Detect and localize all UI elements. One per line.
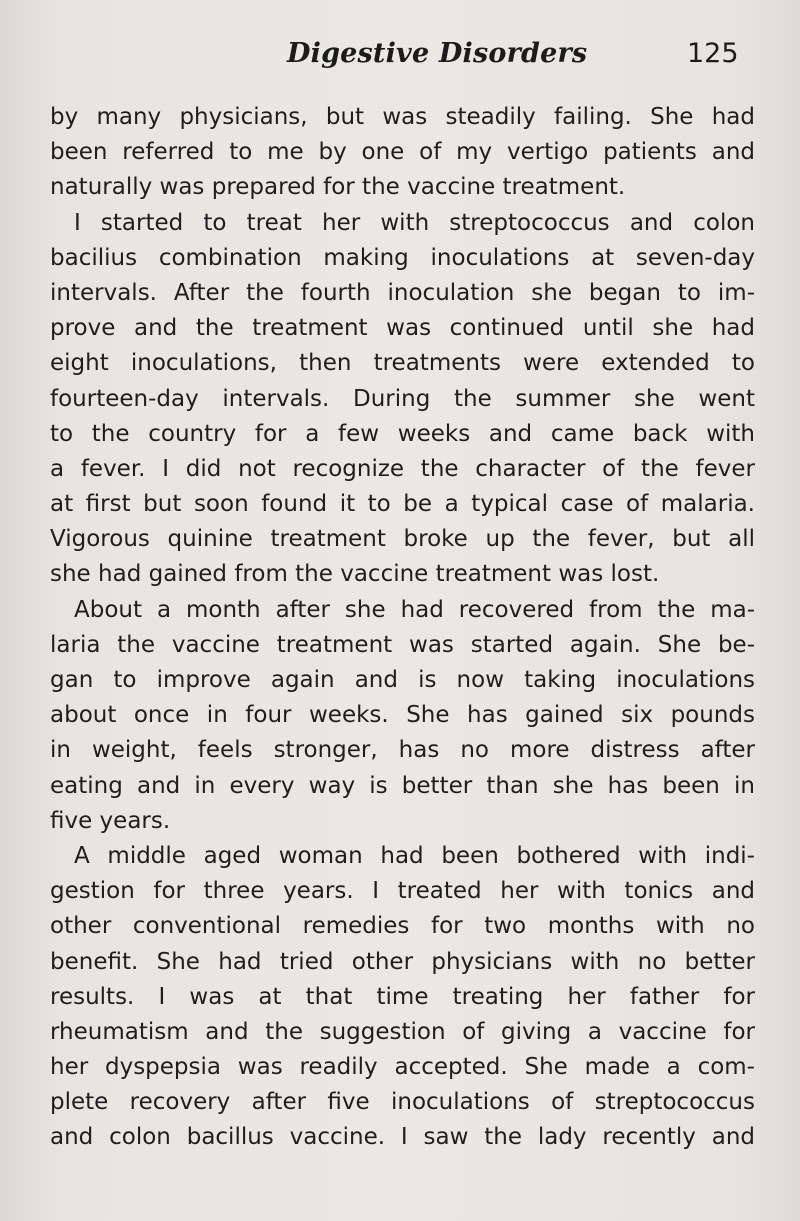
text-line: to the country for a few weeks and came back with: [50, 420, 755, 447]
text-line: benefit. She had tried other physicians with no better: [50, 948, 755, 975]
text-line: five years.: [50, 807, 171, 834]
text-line: rheumatism and the suggestion of giving a vaccine for: [50, 1018, 755, 1045]
text-line: A middle aged woman had been bothered with indi-: [74, 842, 755, 869]
text-line: laria the vaccine treatment was started again. She be-: [50, 631, 755, 658]
text-line: at first but soon found it to be a typical case of malaria.: [50, 491, 755, 518]
page-header: [0, 38, 800, 78]
text-line: her dyspepsia was readily accepted. She made a com-: [50, 1054, 755, 1081]
text-line: other conventional remedies for two months with no: [50, 913, 755, 940]
text-line: bacilius combination making inoculations at seven-day: [50, 244, 755, 271]
text-line: she had gained from the vaccine treatment was lost.: [50, 561, 660, 588]
text-line: gestion for three years. I treated her with tonics and: [50, 878, 755, 905]
text-line: a fever. I did not recognize the character of the fever: [50, 455, 755, 482]
text-line: I started to treat her with streptococcus and colon: [74, 209, 755, 236]
body-text: [50, 100, 755, 1156]
text-line: fourteen-day intervals. During the summer she went: [50, 385, 755, 412]
text-line: eating and in every way is better than she has been in: [50, 772, 755, 799]
text-line: gan to improve again and is now taking inoculations: [50, 667, 755, 693]
text-line: eight inoculations, then treatments were extended to: [50, 350, 755, 377]
text-line: naturally was prepared for the vaccine treatment.: [50, 174, 626, 201]
text-line: results. I was at that time treating her father for: [50, 983, 755, 1010]
text-line: about once in four weeks. She has gained six pounds: [50, 702, 755, 729]
running-title: Digestive Disorders: [287, 38, 588, 69]
text-line: and colon bacillus vaccine. I saw the lady recently and: [50, 1124, 755, 1151]
text-line: been referred to me by one of my vertigo patients and: [50, 139, 755, 166]
text-line: prove and the treatment was continued until she had: [50, 315, 755, 342]
text-line: plete recovery after five inoculations of streptococcus: [50, 1089, 755, 1116]
text-line: in weight, feels stronger, has no more distress after: [50, 737, 755, 764]
page-number: 125: [687, 38, 739, 69]
text-line: by many physicians, but was steadily failing. She had: [50, 104, 755, 130]
text-line: intervals. After the fourth inoculation she began to im-: [50, 279, 755, 306]
text-line: About a month after she had recovered from the ma-: [74, 596, 755, 623]
text-line: Vigorous quinine treatment broke up the fever, but all: [50, 526, 755, 553]
